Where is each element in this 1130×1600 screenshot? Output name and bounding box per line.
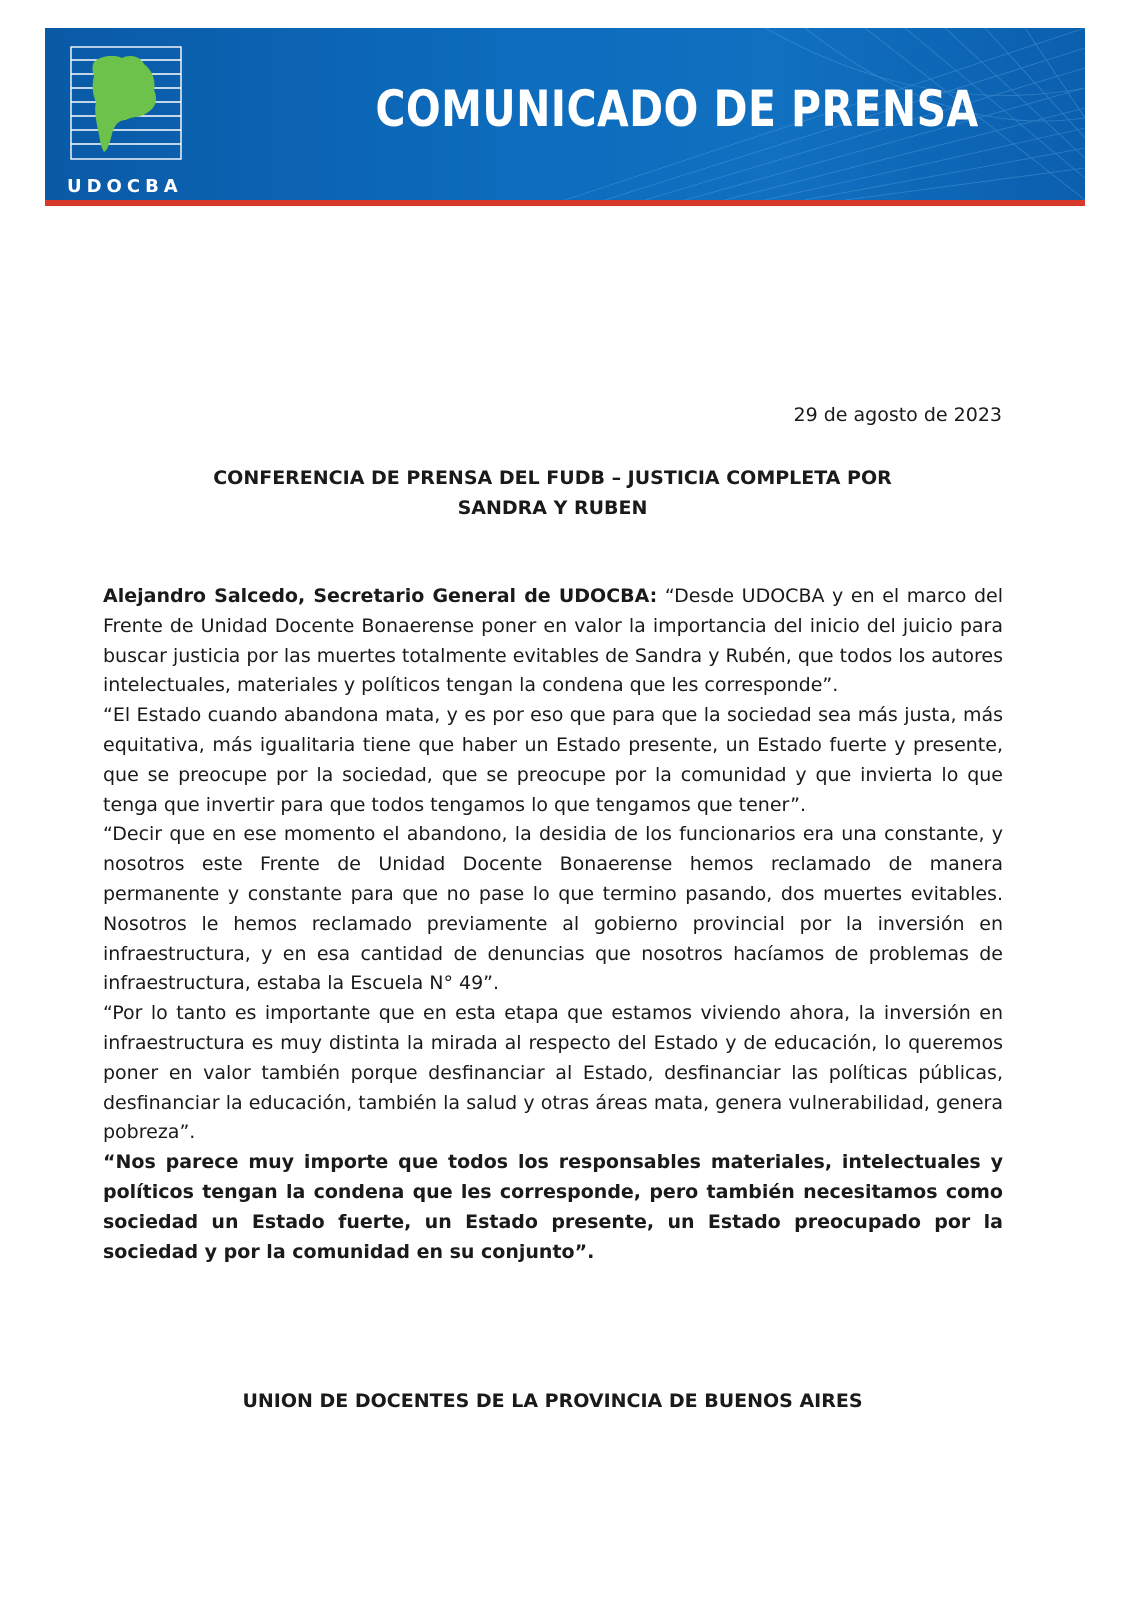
body-text <box>103 582 1003 1267</box>
logo-text: UDOCBA <box>67 176 183 197</box>
paragraph-1 <box>103 582 1003 701</box>
footer-organization: UNION DE DOCENTES DE LA PROVINCIA DE BUENOS AIRES <box>242 1390 863 1412</box>
press-release-banner <box>45 28 1085 206</box>
udocba-logo-icon <box>70 46 182 160</box>
paragraph-2: “El Estado cuando abandona mata, y es por eso que para que la sociedad sea más justa, más equitativa, más igualitaria tiene que haber un Estado presente, un Estado fuerte y presente, que se preocupe por la sociedad, que se preocupe por la comunidad y que invierta lo que tenga que invertir para que todos tengamos lo que tengamos que tener”. <box>103 704 1003 816</box>
heading-line-2: SANDRA Y RUBEN <box>457 497 648 519</box>
paragraph-5: “Nos parece muy importe que todos los responsables materiales, intelectuales y políticos tengan la condena que les corresponde, pero también necesitamos como sociedad un Estado fuerte, un Estado presente, un Estado preocupado por la sociedad y por la comunidad en su conjunto”. <box>103 1151 1003 1263</box>
speaker-label: Alejandro Salcedo, Secretario General de UDOCBA: <box>103 585 658 607</box>
heading-line-1: CONFERENCIA DE PRENSA DEL FUDB – JUSTICIA COMPLETA POR <box>213 467 892 489</box>
paragraph-4: “Por lo tanto es importante que en esta etapa que estamos viviendo ahora, la inversión en infraestructura es muy distinta la mirada al respecto del Estado y de educación, lo queremos poner en valor también porque desfinanciar al Estado, desfinanciar las políticas públicas, desfinanciar la educación, también la salud y otras áreas mata, genera vulnerabilidad, genera pobreza”. <box>103 1002 1003 1144</box>
document-heading <box>150 463 955 523</box>
paragraph-3: “Decir que en ese momento el abandono, la desidia de los funcionarios era una constante, y nosotros este Frente de Unidad Docente Bonaerense hemos reclamado de manera permanente y constante para que no pase lo que termino pasando, dos muertes evitables. Nosotros le hemos reclamado previamente al gobierno provincial por la inversión en infraestructura, y en esa cantidad de denuncias que nosotros hacíamos de problemas de infraestructura, estaba la Escuela N° 49”. <box>103 823 1003 995</box>
date: 29 de agosto de 2023 <box>793 404 1002 426</box>
banner-title: COMUNICADO DE PRENSA <box>375 80 979 138</box>
paragraph-1-text: “Desde UDOCBA y en el marco del Frente de Unidad Docente Bonaerense poner en valor la importancia del inicio del juicio para buscar justicia por las muertes totalmente evitables de Sandra y Rubén, que todos los autores intelectuales, materiales y políticos tengan la condena que les corresponde”. <box>103 585 1003 697</box>
